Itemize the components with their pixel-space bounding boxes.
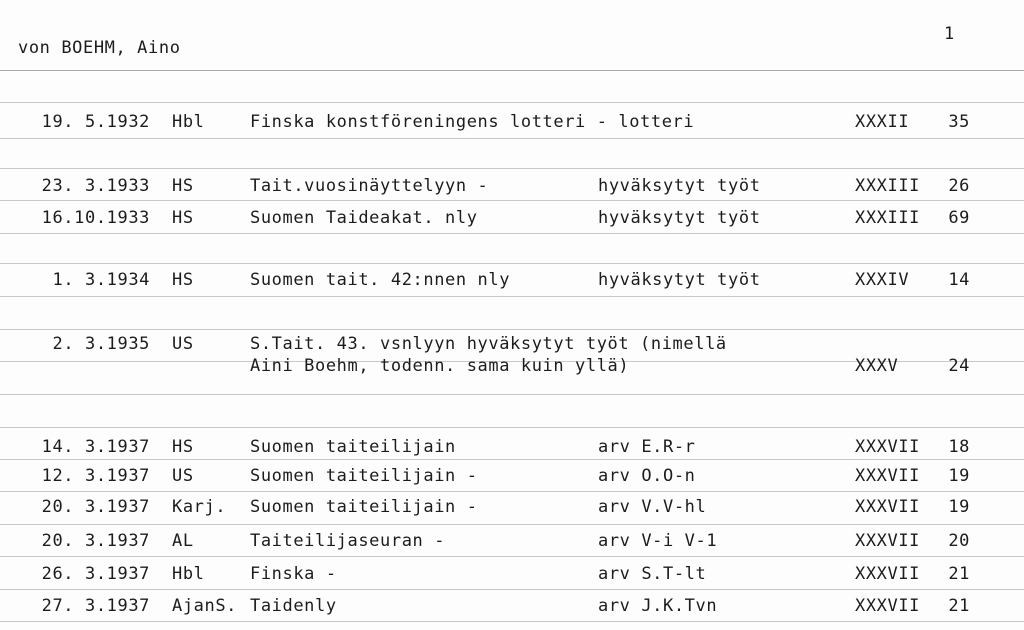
entry-volume: XXXVII [855, 596, 921, 616]
entry-newspaper: Karj. [172, 497, 227, 517]
rule-line [0, 102, 1024, 103]
rule-line [0, 329, 1024, 330]
entry-note: arv J.K.Tvn [598, 596, 718, 616]
rule-line [0, 621, 1024, 622]
entry-page: 69 [948, 208, 970, 228]
entry-volume: XXXIV [855, 270, 910, 290]
entry-title: Finska - [250, 564, 337, 584]
rule-line [0, 491, 1024, 492]
entry-volume: XXXIII [855, 208, 921, 228]
rule-line [0, 233, 1024, 234]
entry-date: 20. 3.1937 [41, 497, 150, 517]
entry-date: 23. 3.1933 [41, 176, 150, 196]
entry-title: Taidenly [250, 596, 337, 616]
entry-title-continued: Aini Boehm, todenn. sama kuin yllä) [250, 356, 630, 376]
entry-newspaper: AL [172, 531, 194, 551]
entry-page: 24 [948, 356, 970, 376]
rule-line [0, 394, 1024, 395]
entry-page: 21 [948, 564, 970, 584]
entry-note: arv O.O-n [598, 466, 696, 486]
entry-date: 16.10.1933 [41, 208, 150, 228]
entry-title: S.Tait. 43. vsnlyyn hyväksytyt työt (nimellä [250, 334, 727, 354]
entry-volume: XXXVII [855, 564, 921, 584]
entry-page: 14 [948, 270, 970, 290]
entry-title: Suomen taiteilijain [250, 437, 456, 457]
entry-page: 26 [948, 176, 970, 196]
rule-line [0, 296, 1024, 297]
entry-date: 19. 5.1932 [41, 112, 150, 132]
rule-line [0, 589, 1024, 590]
entry-volume: XXXVII [855, 437, 921, 457]
entry-note: hyväksytyt työt [598, 270, 761, 290]
entry-date: 27. 3.1937 [41, 596, 150, 616]
entry-title: Suomen taiteilijain - [250, 466, 478, 486]
entry-page: 19 [948, 466, 970, 486]
entry-newspaper: US [172, 466, 194, 486]
entry-date: 2. 3.1935 [52, 334, 150, 354]
entry-newspaper: HS [172, 208, 194, 228]
entry-page: 18 [948, 437, 970, 457]
entry-title: Finska konstföreningens lotteri - lotteri [250, 112, 695, 132]
rule-line [0, 168, 1024, 169]
card-page-number: 1 [944, 24, 955, 44]
entry-note: hyväksytyt työt [598, 176, 761, 196]
entry-note: arv S.T-lt [598, 564, 707, 584]
entry-newspaper: US [172, 334, 194, 354]
entry-title: Suomen taiteilijain - [250, 497, 478, 517]
entry-newspaper: HS [172, 176, 194, 196]
entry-newspaper: HS [172, 437, 194, 457]
entry-volume: XXXIII [855, 176, 921, 196]
entry-date: 26. 3.1937 [41, 564, 150, 584]
entry-newspaper: Hbl [172, 564, 205, 584]
entry-newspaper: AjanS. [172, 596, 238, 616]
entry-page: 20 [948, 531, 970, 551]
entry-title: Tait.vuosinäyttelyyn - [250, 176, 489, 196]
rule-line [0, 427, 1024, 428]
entry-note: hyväksytyt työt [598, 208, 761, 228]
entry-volume: XXXVII [855, 531, 921, 551]
entry-title: Suomen Taideakat. nly [250, 208, 478, 228]
header-rule [0, 70, 1024, 71]
card-name: von BOEHM, Aino [18, 38, 181, 58]
entry-volume: XXXVII [855, 497, 921, 517]
entry-page: 35 [948, 112, 970, 132]
entry-date: 12. 3.1937 [41, 466, 150, 486]
entry-volume: XXXII [855, 112, 910, 132]
entry-newspaper: Hbl [172, 112, 205, 132]
entry-note: arv V.V-hl [598, 497, 707, 517]
entry-date: 20. 3.1937 [41, 531, 150, 551]
entry-note: arv V-i V-1 [598, 531, 718, 551]
entry-page: 21 [948, 596, 970, 616]
rule-line [0, 524, 1024, 525]
entry-volume: XXXV [855, 356, 899, 376]
entry-newspaper: HS [172, 270, 194, 290]
entry-volume: XXXVII [855, 466, 921, 486]
rule-line [0, 138, 1024, 139]
entry-title: Suomen tait. 42:nnen nly [250, 270, 511, 290]
entry-note: arv E.R-r [598, 437, 696, 457]
entry-title: Taiteilijaseuran - [250, 531, 446, 551]
rule-line [0, 200, 1024, 201]
entry-date: 1. 3.1934 [52, 270, 150, 290]
rule-line [0, 459, 1024, 460]
rule-line [0, 556, 1024, 557]
rule-line [0, 263, 1024, 264]
entry-date: 14. 3.1937 [41, 437, 150, 457]
entry-page: 19 [948, 497, 970, 517]
